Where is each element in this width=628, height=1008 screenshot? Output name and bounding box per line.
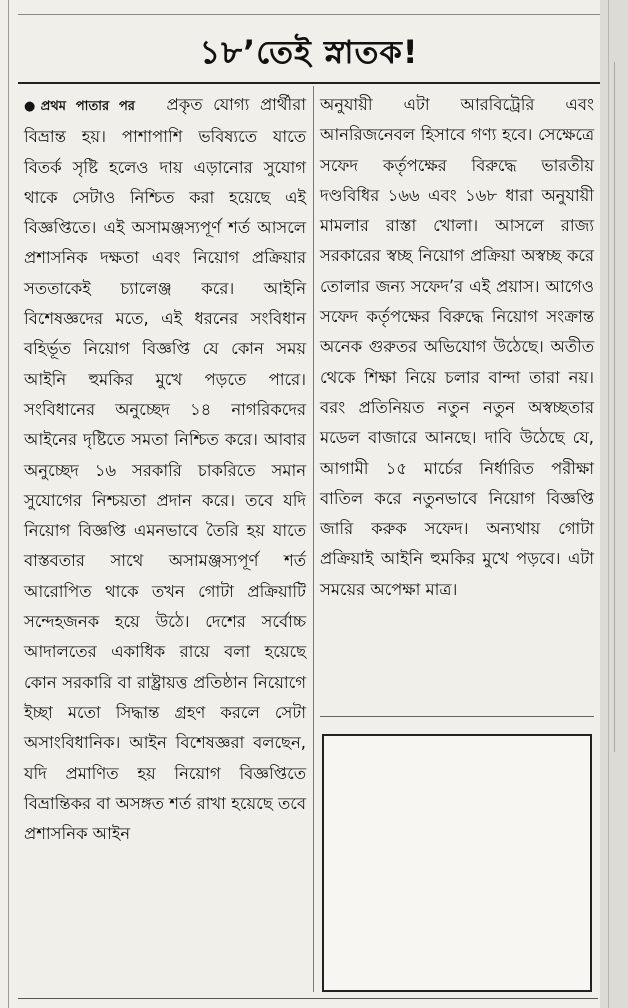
continued-kicker: প্রথম পাতার পর [40, 99, 135, 114]
adjacent-column-rule [614, 62, 625, 752]
column-1-text: প্রকৃত যোগ্য প্রার্থীরা বিভ্রান্ত হয়। পাশাপাশি ভবিষ্যতে যাতে বিতর্ক সৃষ্টি হলেও দায় এড়ানোর সুযোগ থাকে সেটাও নিশ্চিত করা হয়েছে এই বিজ্ঞপ্তিতে। এই অসামঞ্জস্যপূর্ণ শর্ত আসলে প্রশাসনিক দক্ষতা এবং নিয়োগ প্রক্রিয়ার সততাকেই চ্যালেঞ্জ করে। আইনি বিশেষজ্ঞদের মতে, এই ধরনের সংবিধান বহির্ভূত নিয়োগ বিজ্ঞপ্তি যে কোন সময় আইনি হুমকির মুখে পড়তে পারে। সংবিধানের অনুচ্ছেদ ১৪ নাগরিকদের আইনের দৃষ্টিতে সমতা নিশ্চিত করে। আবার অনুচ্ছেদ ১৬ সরকারি চাকরিতে সমান সুযোগের নিশ্চয়তা প্রদান করে। তবে যদি নিয়োগ বিজ্ঞপ্তি এমনভাবে তৈরি হয় যাতে বাস্তবতার সাথে অসামঞ্জস্যপূর্ণ শর্ত আরোপিত থাকে তখন গোটা প্রক্রিয়াটি সন্দেহজনক হয়ে উঠে। দেশের সর্বোচ্চ আদালতের একাধিক রায়ে বলা হয়েছে কোন সরকারি বা রাষ্ট্রায়ত্ত প্রতিষ্ঠান নিয়োগে ইচ্ছা মতো সিদ্ধান্ত গ্রহণ করলে সেটা অসাংবিধানিক। আইন বিশেষজ্ঞরা বলছেন, যদি প্রমাণিত হয় নিয়োগ বিজ্ঞপ্তিতে বিভ্রান্তিকর বা অসঙ্গত শর্ত রাখা হয়েছে তবে প্রশাসনিক আইন [24, 95, 307, 844]
headline-rule [18, 82, 600, 84]
left-column-rule [8, 0, 9, 1008]
page-fold [608, 0, 609, 1008]
article-column-1 [24, 90, 306, 849]
adjacent-page-edge [600, 0, 628, 1008]
bottom-rule [18, 998, 598, 999]
headline: ১৮’তেই স্নাতক! [199, 33, 419, 71]
column-divider [313, 86, 314, 992]
article-column-2 [320, 90, 594, 605]
column-2-end-rule [320, 716, 594, 717]
bullet-icon: ● [24, 99, 41, 114]
top-rule [18, 14, 600, 15]
column-2-text: অনুযায়ী এটা আরবিট্রেরি এবং আনরিজনেবল হিসাবে গণ্য হবে। সেক্ষেত্রে সফেদ কর্তৃপক্ষের বিরুদ্ধে ভারতীয় দণ্ডবিধির ১৬৬ এবং ১৬৮ ধারা অনুযায়ী মামলার রাস্তা খোলা। আসলে রাজ্য সরকারের স্বচ্ছ নিয়োগ প্রক্রিয়া অস্বচ্ছ করে তোলার জন্য সফেদ’র এই প্রয়াস। আগেও সফেদ কর্তৃপক্ষের বিরুদ্ধে নিয়োগ সংক্রান্ত অনেক গুরুতর অভিযোগ উঠেছে। অতীত থেকে শিক্ষা নিয়ে চলার বান্দা তারা নয়। বরং প্রতিনিয়ত নতুন নতুন অস্বচ্ছতার মডেল বাজারে আনছে। দাবি উঠেছে যে, আগামী ১৫ মার্চের নির্ধারিত পরীক্ষা বাতিল করে নতুনভাবে নিয়োগ বিজ্ঞপ্তি জারি করুক সফেদ। অন্যথায় গোটা প্রক্রিয়াই আইনি হুমকির মুখে পড়বে। এটা সময়ের অপেক্ষা মাত্র। [320, 95, 594, 599]
blank-ad-box [322, 734, 592, 992]
